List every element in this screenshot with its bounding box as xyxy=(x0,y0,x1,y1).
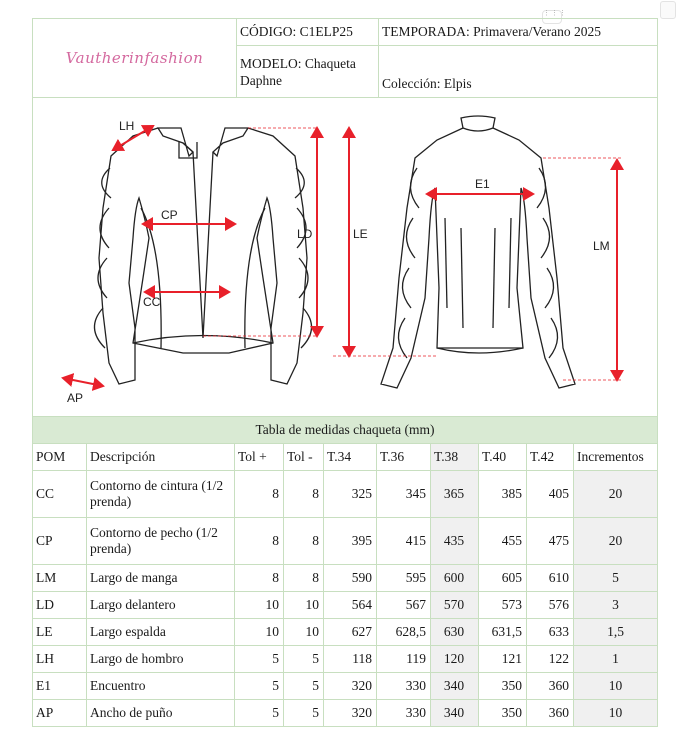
le-label: LE xyxy=(353,227,368,241)
table-cell: 564 xyxy=(324,592,377,619)
temporada-cell: TEMPORADA: Primavera/Verano 2025 xyxy=(379,19,658,46)
table-cell: 576 xyxy=(527,592,574,619)
table-cell: 10 xyxy=(235,592,284,619)
tech-sheet xyxy=(32,18,658,727)
ap-label: AP xyxy=(67,391,84,405)
table-cell: E1 xyxy=(33,673,87,700)
column-header: T.40 xyxy=(479,444,527,471)
table-cell: 119 xyxy=(377,646,431,673)
table-cell: 395 xyxy=(324,518,377,565)
column-header: Incrementos xyxy=(574,444,658,471)
table-cell: LH xyxy=(33,646,87,673)
table-cell: 10 xyxy=(574,700,658,727)
table-cell: 350 xyxy=(479,673,527,700)
lm-label: LM xyxy=(593,239,610,253)
table-cell: 5 xyxy=(574,565,658,592)
table-cell: 8 xyxy=(235,518,284,565)
table-cell: AP xyxy=(33,700,87,727)
table-row xyxy=(33,646,658,673)
drag-handle-icon[interactable]: ⋮⋮⋮ xyxy=(542,10,562,24)
table-cell: 10 xyxy=(284,592,324,619)
table-cell: 631,5 xyxy=(479,619,527,646)
technical-drawing xyxy=(33,98,658,417)
column-header: T.34 xyxy=(324,444,377,471)
codigo-cell: CÓDIGO: C1ELP25 xyxy=(237,19,379,46)
table-cell: LE xyxy=(33,619,87,646)
table-cell: 8 xyxy=(284,518,324,565)
table-cell: 330 xyxy=(377,700,431,727)
table-cell: 630 xyxy=(431,619,479,646)
table-row xyxy=(33,565,658,592)
front-jacket-drawing xyxy=(94,128,311,384)
table-cell: 325 xyxy=(324,471,377,518)
table-cell: Largo delantero xyxy=(87,592,235,619)
lh-label: LH xyxy=(119,119,135,133)
table-cell: 573 xyxy=(479,592,527,619)
column-header: POM xyxy=(33,444,87,471)
ap-arrow xyxy=(63,378,103,386)
table-cell: 405 xyxy=(527,471,574,518)
column-header: Tol + xyxy=(235,444,284,471)
table-cell: 320 xyxy=(324,673,377,700)
brand-logo: Vautherinfashion xyxy=(33,19,237,98)
column-header: Descripción xyxy=(87,444,235,471)
table-cell: 8 xyxy=(235,565,284,592)
table-cell: 627 xyxy=(324,619,377,646)
table-cell: 345 xyxy=(377,471,431,518)
table-cell: 360 xyxy=(527,673,574,700)
table-row xyxy=(33,673,658,700)
table-cell: 5 xyxy=(284,700,324,727)
table-cell: CC xyxy=(33,471,87,518)
table-cell: 590 xyxy=(324,565,377,592)
table-cell: 5 xyxy=(284,646,324,673)
table-cell: Contorno de pecho (1/2 prenda) xyxy=(87,518,235,565)
e1-label: E1 xyxy=(475,177,490,191)
table-row xyxy=(33,471,658,518)
table-row xyxy=(33,518,658,565)
table-cell: 595 xyxy=(377,565,431,592)
table-cell: 10 xyxy=(284,619,324,646)
table-cell: 415 xyxy=(377,518,431,565)
table-cell: 8 xyxy=(235,471,284,518)
table-cell: 435 xyxy=(431,518,479,565)
table-cell: Largo de manga xyxy=(87,565,235,592)
table-cell: 628,5 xyxy=(377,619,431,646)
table-cell: 570 xyxy=(431,592,479,619)
table-cell: 350 xyxy=(479,700,527,727)
table-cell: 118 xyxy=(324,646,377,673)
panel-handle-icon[interactable] xyxy=(660,1,676,19)
table-cell: 10 xyxy=(235,619,284,646)
table-row xyxy=(33,592,658,619)
column-header: T.38 xyxy=(431,444,479,471)
table-cell: 8 xyxy=(284,565,324,592)
table-cell: CP xyxy=(33,518,87,565)
coleccion-cell: Colección: Elpis xyxy=(379,46,658,98)
header-table xyxy=(32,18,658,417)
table-cell: 340 xyxy=(431,673,479,700)
table-cell: 122 xyxy=(527,646,574,673)
table-cell: 5 xyxy=(284,673,324,700)
table-cell: 1 xyxy=(574,646,658,673)
table-cell: 600 xyxy=(431,565,479,592)
table-cell: Ancho de puño xyxy=(87,700,235,727)
table-row xyxy=(33,619,658,646)
table-cell: Contorno de cintura (1/2 prenda) xyxy=(87,471,235,518)
table-cell: 1,5 xyxy=(574,619,658,646)
table-cell: 5 xyxy=(235,700,284,727)
cp-label: CP xyxy=(161,208,178,222)
table-cell: 340 xyxy=(431,700,479,727)
table-cell: LM xyxy=(33,565,87,592)
table-cell: 320 xyxy=(324,700,377,727)
table-cell: 3 xyxy=(574,592,658,619)
table-cell: 5 xyxy=(235,673,284,700)
back-jacket-drawing xyxy=(381,116,575,388)
table-cell: 20 xyxy=(574,518,658,565)
table-cell: 475 xyxy=(527,518,574,565)
table-cell: 20 xyxy=(574,471,658,518)
table-cell: 567 xyxy=(377,592,431,619)
column-header: T.36 xyxy=(377,444,431,471)
table-cell: 455 xyxy=(479,518,527,565)
column-header: Tol - xyxy=(284,444,324,471)
table-cell: 10 xyxy=(574,673,658,700)
table-row xyxy=(33,700,658,727)
cc-label: CC xyxy=(143,295,161,309)
table-cell: Largo de hombro xyxy=(87,646,235,673)
table-cell: 330 xyxy=(377,673,431,700)
table-cell: 365 xyxy=(431,471,479,518)
modelo-cell: MODELO: Chaqueta Daphne xyxy=(237,46,379,98)
table-cell: 120 xyxy=(431,646,479,673)
table-cell: 360 xyxy=(527,700,574,727)
table-cell: LD xyxy=(33,592,87,619)
column-header: T.42 xyxy=(527,444,574,471)
table-cell: 385 xyxy=(479,471,527,518)
table-title: Tabla de medidas chaqueta (mm) xyxy=(33,417,658,444)
table-cell: Encuentro xyxy=(87,673,235,700)
table-cell: 5 xyxy=(235,646,284,673)
table-cell: 121 xyxy=(479,646,527,673)
ld-label: LD xyxy=(297,227,313,241)
table-cell: 610 xyxy=(527,565,574,592)
table-cell: 605 xyxy=(479,565,527,592)
table-cell: Largo espalda xyxy=(87,619,235,646)
table-cell: 633 xyxy=(527,619,574,646)
table-cell: 8 xyxy=(284,471,324,518)
measurements-table xyxy=(32,416,658,727)
